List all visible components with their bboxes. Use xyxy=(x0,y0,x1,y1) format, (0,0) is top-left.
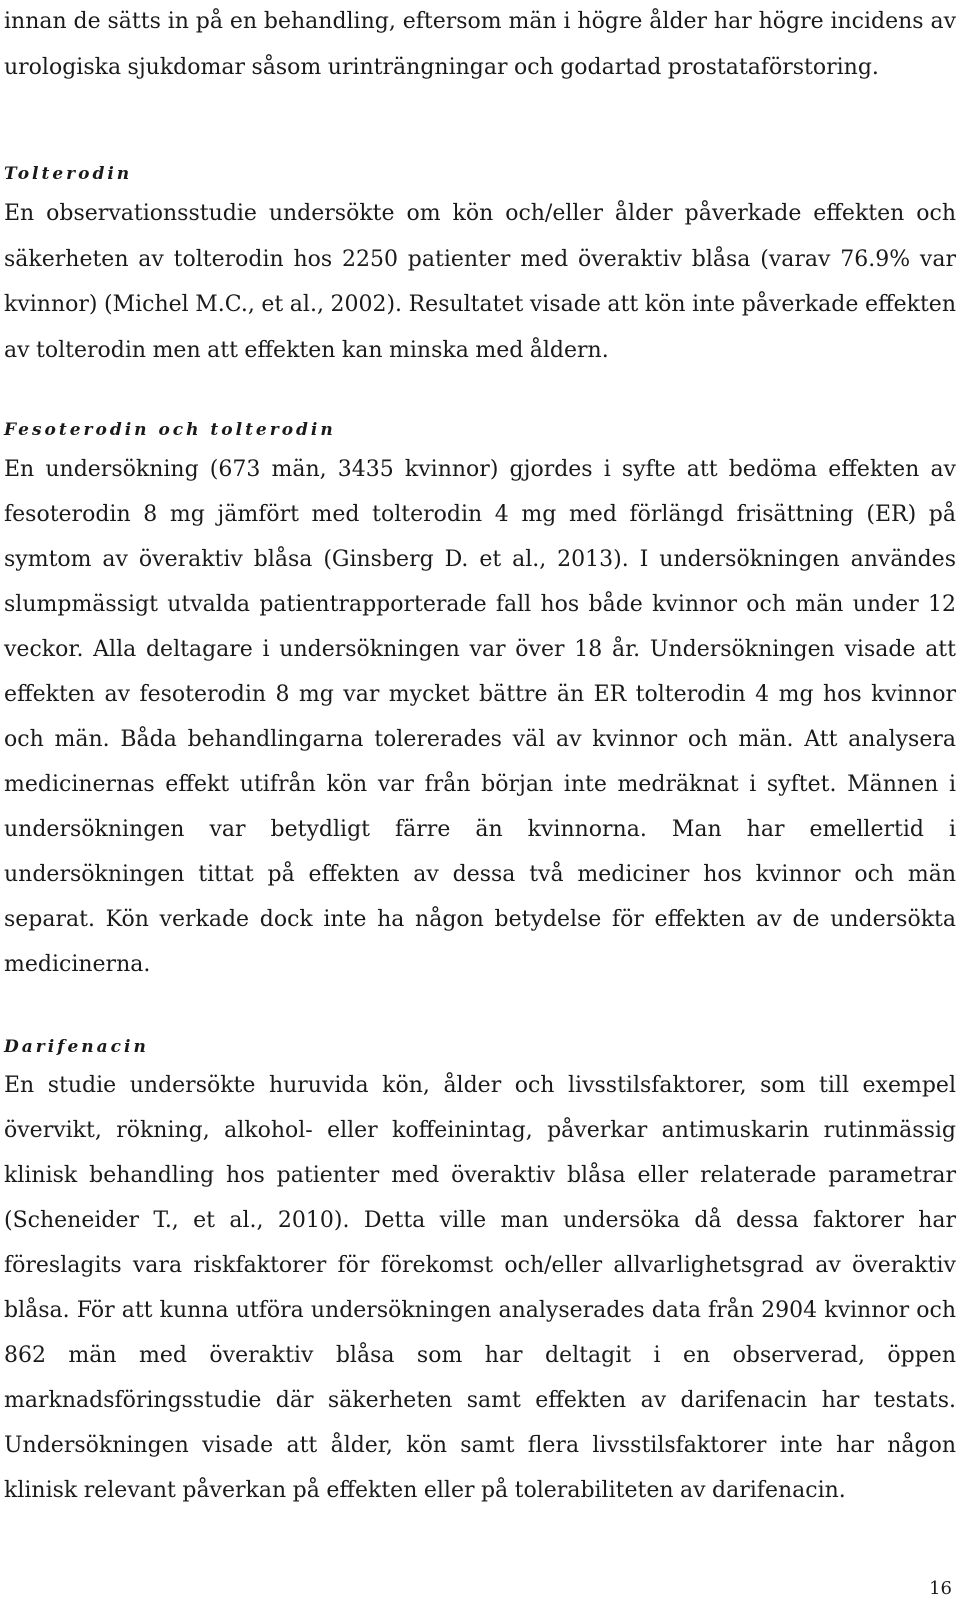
section-paragraph-tolterodin: En observationsstudie undersökte om kön och/eller ålder påverkade effekten och säkerheten av tolterodin hos 2250 patienter med överaktiv blåsa (varav 76.9% var kvinnor) (Michel M.C., et al., 2002). Resultatet visade att kön inte påverkade effekten av tolterodin men att effekten kan minska med åldern. xyxy=(4,201,956,363)
section-paragraph-fesoterodin-och-tolterodin: En undersökning (673 män, 3435 kvinnor) gjordes i syfte att bedöma effekten av fesoterodin 8 mg jämfört med tolterodin 4 mg med förlängd frisättning (ER) på symtom av överaktiv blåsa (Ginsberg D. et al., 2013). I undersökningen användes slumpmässigt utvalda patientrapporterade fall hos både kvinnor och män under 12 veckor. Alla deltagare i undersökningen var över 18 år. Undersökningen visade att effekten av fesoterodin 8 mg var mycket bättre än ER tolterodin 4 mg hos kvinnor och män. Båda behandlingarna tolererades väl av kvinnor och män. Att analysera medicinernas effekt utifrån kön var från början inte medräknat i syftet. Männen i undersökningen var betydligt färre än kvinnorna. Man har emellertid i undersökningen tittat på effekten av dessa två mediciner hos kvinnor och män separat. Kön verkade dock inte ha någon betydelse för effekten av de undersökta medicinerna. xyxy=(4,457,956,977)
intro-paragraph: innan de sätts in på en behandling, eftersom män i högre ålder har högre incidens av urologiska sjukdomar såsom urinträngningar och godartad prostataförstoring. xyxy=(4,9,956,80)
section-heading-tolterodin: Tolterodin xyxy=(4,164,133,184)
section-heading-darifenacin: Darifenacin xyxy=(4,1037,149,1057)
page-number: 16 xyxy=(929,1578,952,1599)
section-paragraph-darifenacin: En studie undersökte huruvida kön, ålder och livsstilsfaktorer, som till exempel övervikt, rökning, alkohol- eller koffeinintag, påverkar antimuskarin rutinmässig klinisk behandling hos patienter med överaktiv blåsa eller relaterade parametrar (Scheneider T., et al., 2010). Detta ville man undersöka då dessa faktorer har föreslagits vara riskfaktorer för förekomst och/eller allvarlighetsgrad av överaktiv blåsa. För att kunna utföra undersökningen analyserades data från 2904 kvinnor och 862 män med överaktiv blåsa som har deltagit i en observerad, öppen marknadsföringsstudie där säkerheten samt effekten av darifenacin har testats. Undersökningen visade att ålder, kön samt flera livsstilsfaktorer inte har någon klinisk relevant påverkan på effekten eller på tolerabiliteten av darifenacin. xyxy=(4,1073,956,1503)
section-heading-fesoterodin-och-tolterodin: Fesoterodin och tolterodin xyxy=(4,420,336,440)
